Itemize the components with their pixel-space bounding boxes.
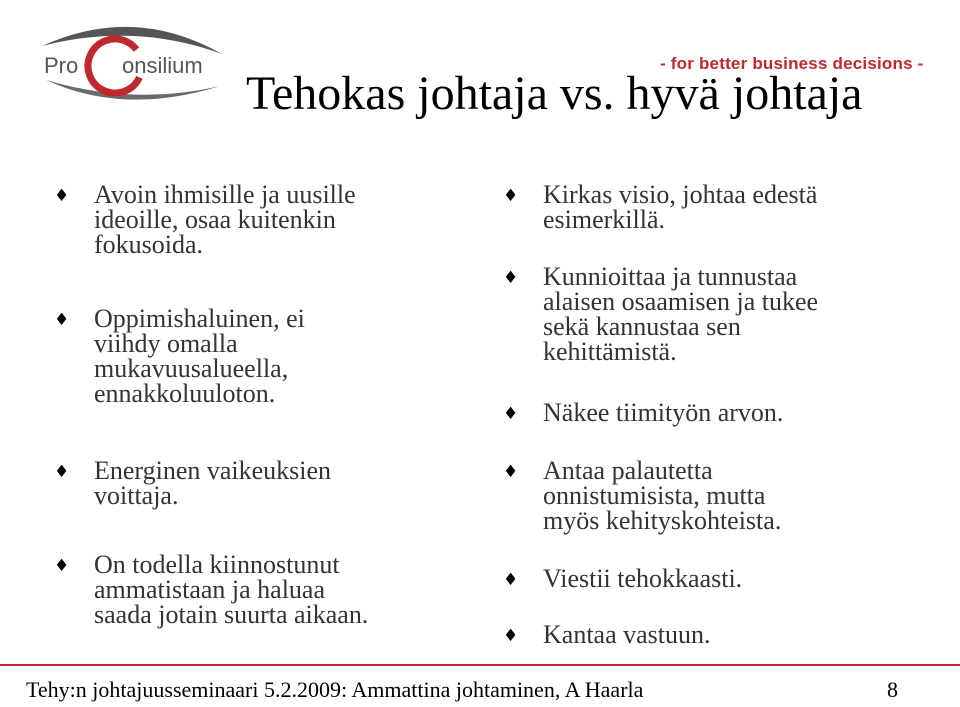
logo-text-onsilium: onsilium [122,53,203,78]
tagline: - for better business decisions - [660,54,924,73]
left-item-3: Energinen vaikeuksien voittaja. [94,456,332,510]
logo-swoosh-top [42,27,222,54]
bullet-icon: ♦ [54,462,70,482]
bullet-icon: ♦ [503,462,519,482]
right-item-5: Viestii tehokkaasti. [543,564,743,593]
left-item-4: On todella kiinnostunut ammatistaan ja haluaa saada jotain suurta aikaan. [94,550,369,629]
bullet-icon: ♦ [503,626,519,646]
page-number: 8 [887,677,898,702]
logo-text-pro: Pro [44,53,79,78]
bullet-icon: ♦ [503,186,519,206]
left-item-1: Avoin ihmisille ja uusille ideoille, osaa kuitenkin fokusoida. [94,180,356,259]
right-item-2: Kunnioittaa ja tunnustaa alaisen osaamisen ja tukee sekä kannustaa sen kehittämistä. [543,262,819,366]
bullet-icon: ♦ [54,556,70,576]
footer-text: Tehy:n johtajuusseminaari 5.2.2009: Ammattina johtaminen, A Haarla [26,677,644,702]
slide-title: Tehokas johtaja vs. hyvä johtaja [246,67,863,120]
bullet-icon: ♦ [54,310,70,330]
bullet-icon: ♦ [54,186,70,206]
bullet-icon: ♦ [503,404,519,424]
bullet-icon: ♦ [503,570,519,590]
bullet-icon: ♦ [503,268,519,288]
left-item-2: Oppimishaluinen, ei viihdy omalla mukavuusalueella, ennakkoluuloton. [94,304,305,408]
right-item-6: Kantaa vastuun. [543,620,711,649]
right-item-1: Kirkas visio, johtaa edestä esimerkillä. [543,180,818,234]
right-item-4: Antaa palautetta onnistumisista, mutta myös kehityskohteista. [543,456,782,535]
right-item-3: Näkee tiimityön arvon. [543,398,784,427]
proconsilium-logo [24,16,230,116]
